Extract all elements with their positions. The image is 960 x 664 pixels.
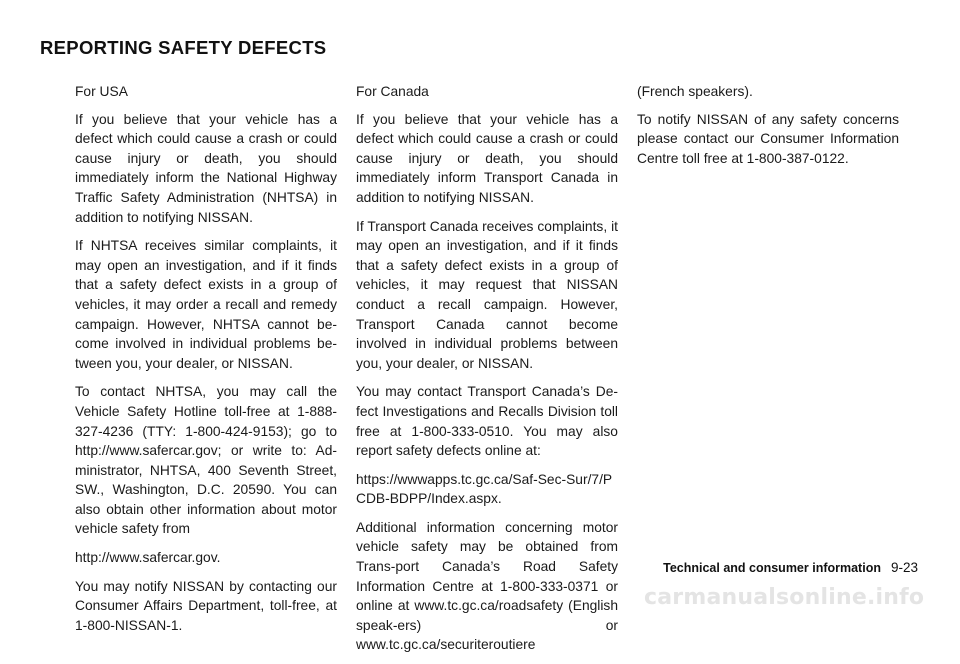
- page-title: REPORTING SAFETY DEFECTS: [40, 37, 327, 58]
- paragraph: You may notify NISSAN by contacting our Consumer Affairs Department, toll-free, at 1-800-NISSAN-1.: [75, 578, 337, 633]
- footer-section-title: Technical and consumer information: [663, 561, 881, 575]
- url-text: https://wwwapps.tc.gc.ca/Saf-Sec-Sur/7/PCDB-BDPP/Index.aspx.: [356, 471, 613, 507]
- section-heading-usa: For USA: [75, 84, 128, 99]
- paragraph: (French speakers).: [637, 84, 753, 99]
- page-footer: [636, 559, 918, 577]
- section-heading-canada: For Canada: [356, 84, 429, 99]
- page-number: 9-23: [890, 560, 918, 575]
- paragraph: To contact NHTSA, you may call the Vehicle Safety Hotline toll-free at 1-888-327-4236 (TTY: 1-800-424-9153); go to http://www.safercar.gov; or write to: Ad-ministrator, NHTSA, 400 Seventh Street, SW., Washington, D.C. 20590. You can also obtain other information about motor vehicle safety from: [75, 384, 337, 537]
- url-text: http://www.safercar.gov.: [75, 550, 221, 566]
- paragraph: To notify NISSAN of any safety concerns please contact our Consumer Information Centre toll free at 1-800-387-0122.: [637, 111, 899, 166]
- text-column-continued: [637, 82, 899, 177]
- text-column-canada: [356, 82, 618, 664]
- paragraph: If you believe that your vehicle has a defect which could cause a crash or could cause injury or death, you should immediately inform the National Highway Traffic Safety Administration (NHTSA) in addition to notifying NISSAN.: [75, 111, 337, 225]
- watermark: carmanualsonline.info: [644, 585, 925, 610]
- paragraph: You may contact Transport Canada’s De-fect Investigations and Recalls Division toll free at 1-800-333-0510. You may also report safety defects online at:: [356, 384, 618, 459]
- paragraph: If you believe that your vehicle has a defect which could cause a crash or could cause injury or death, you should immediately inform Transport Canada in addition to notifying NISSAN.: [356, 111, 618, 205]
- paragraph: Additional information concerning motor vehicle safety may be obtained from Trans-port Canada’s Road Safety Information Centre at 1-800-333-0371 or online at www.tc.gc.ca/roadsafety (English speak-ers) or www.tc.gc.ca/securiteroutiere: [356, 519, 618, 653]
- paragraph: If NHTSA receives similar complaints, it may open an investigation, and if it finds that a safety defect exists in a group of vehicles, it may order a recall and remedy campaign. However, NHTSA cannot be-come involved in individual problems be-tween you, your dealer, or NISSAN.: [75, 238, 337, 371]
- paragraph: If Transport Canada receives complaints, it may open an investigation, and if it finds that a safety defect exists in a group of vehicles, it may request that NISSAN conduct a recall campaign. However, Transport Canada cannot become involved in individual problems between you, your dealer, or NISSAN.: [356, 218, 618, 371]
- text-column-usa: [75, 82, 337, 644]
